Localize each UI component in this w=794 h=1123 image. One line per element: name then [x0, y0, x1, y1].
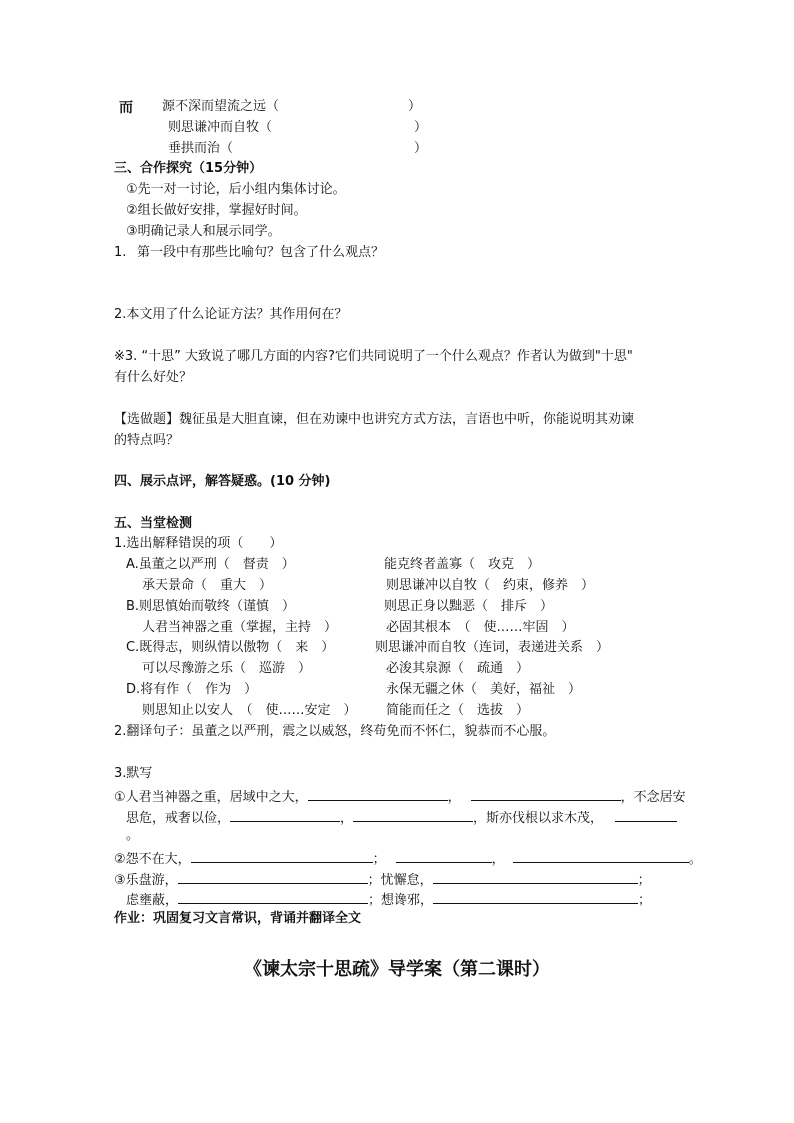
dictation-1-cont	[126, 807, 677, 828]
dictation-1-text-f: ，斯亦伐根以求木茂，	[473, 811, 604, 826]
dictation-blank[interactable]	[353, 807, 473, 822]
row-c-left: C.既得志，则纵情以傲物（ 来 ）	[126, 640, 335, 655]
dictation-blank[interactable]	[178, 869, 368, 884]
dictation-blank[interactable]	[433, 889, 638, 904]
row-a2-right: 则思谦冲以自牧（ 约束，修养 ）	[386, 578, 595, 593]
dictation-blank[interactable]	[513, 848, 689, 863]
dictation-3-sep-f: ；	[638, 893, 652, 908]
dictation-blank[interactable]	[308, 786, 448, 801]
row-b-right: 则思正身以黜恶（ 排斥 ）	[384, 599, 554, 614]
row-c-right: 则思谦冲而自牧（连词，表递进关系 ）	[375, 640, 610, 655]
test-q2: 2.翻译句子：虽董之以严刑，震之以威怒，终苟免而不怀仁，貌恭而不心服。	[114, 724, 556, 739]
er-line-2: 则思谦冲而自牧（	[168, 120, 273, 135]
dictation-1-sep-b: ，	[447, 790, 461, 805]
er-line-2-close: ）	[414, 120, 428, 135]
dictation-blank[interactable]	[433, 869, 638, 884]
er-label: 而	[119, 100, 133, 116]
er-line-3-close: ）	[414, 141, 428, 156]
test-q1: 1.选出解释错误的项（ ）	[114, 536, 283, 551]
section-4-heading: 四、展示点评，解答疑惑。(10 分钟)	[114, 474, 331, 489]
dictation-1-text-d: 思危，戒奢以俭，	[126, 811, 231, 826]
row-b2-left: 人君当神器之重（掌握，主持 ）	[142, 620, 338, 635]
section-5-heading: 五、当堂检测	[114, 516, 193, 531]
dictation-2-sep-b: ；	[372, 852, 386, 867]
er-line-1: 源不深而望流之远（	[162, 99, 280, 114]
optional-q-line-2: 的特点吗？	[114, 433, 180, 448]
q3-line-2: 有什么好处？	[114, 370, 193, 385]
row-d-right: 永保无疆之休（ 美好，福祉 ）	[386, 682, 582, 697]
dictation-blank[interactable]	[396, 848, 492, 863]
dictation-blank[interactable]	[230, 807, 340, 822]
row-d2-left: 则思知止以安人 （ 使……安定 ）	[142, 703, 357, 718]
row-b-left: B.则思慎始而敬终（谨慎 ）	[126, 599, 296, 614]
dictation-blank[interactable]	[191, 848, 373, 863]
step-1: ①先一对一讨论，后小组内集体讨论。	[126, 182, 346, 197]
q2-text: 2.本文用了什么论证方法？其作用何在？	[114, 307, 348, 322]
row-c2-right: 必浚其泉源（ 疏通 ）	[386, 661, 530, 676]
dictation-2-text-a: ②怨不在大，	[114, 852, 191, 867]
row-c2-left: 可以尽豫游之乐（ 巡游 ）	[142, 661, 312, 676]
row-a2-left: 承天景命（ 重大 ）	[142, 578, 273, 593]
step-3: ③明确记录人和展示同学。	[126, 224, 281, 239]
row-a-left: A.虽董之以严刑（ 督责 ）	[126, 557, 295, 572]
step-2: ②组长做好安排，掌握好时间。	[126, 203, 307, 218]
q1-text: 第一段中有那些比喻句？包含了什么观点？	[137, 245, 385, 260]
row-b2-right: 必固其根本 （ 使……牢固 ）	[386, 620, 575, 635]
dictation-blank[interactable]	[178, 889, 368, 904]
section-3-heading: 三、合作探究（15分钟）	[114, 161, 263, 176]
row-d-left: D.将有作（ 作为 ）	[126, 682, 258, 697]
optional-q-line-1: 【选做题】魏征虽是大胆直谏，但在劝谏中也讲究方式方法，言语也中听，你能说明其劝谏	[114, 412, 635, 427]
q1-number: 1.	[114, 245, 127, 260]
row-d2-right: 简能而任之（ 选拔 ）	[386, 703, 530, 718]
dictation-2-end: 。	[688, 852, 702, 867]
dictation-1-text-a: ①人君当神器之重，居域中之大，	[114, 790, 308, 805]
dictation-3-text-e: ；想谗邪，	[368, 893, 434, 908]
dictation-blank[interactable]	[615, 807, 677, 822]
next-lesson-title: 《谏太宗十思疏》导学案（第二课时）	[244, 959, 550, 980]
q3-line-1: ※3. “十思” 大致说了哪几方面的内容?它们共同说明了一个什么观点？作者认为做到"十思"	[114, 349, 633, 364]
dictation-3-text-d: 虑壅蔽，	[126, 893, 179, 908]
er-line-3: 垂拱而治（	[168, 141, 234, 156]
er-line-1-close: ）	[408, 99, 422, 114]
row-a-right: 能克终者盖寡（ 攻克 ）	[384, 557, 541, 572]
dictation-2-sep-c: ，	[491, 852, 505, 867]
dictation-1-start	[114, 786, 686, 807]
dictation-2	[114, 848, 702, 869]
dictation-3-sep-c: ；	[637, 873, 651, 888]
dictation-1-end: 。	[126, 828, 140, 843]
dictation-blank[interactable]	[471, 786, 621, 801]
dictation-3-cont	[126, 889, 651, 910]
dictation-1-text-c: ，不念居安	[620, 790, 686, 805]
dictation-1-sep-e: ，	[340, 811, 354, 826]
dictation-3-text-b: ；忧懈怠，	[367, 873, 433, 888]
homework: 作业：巩固复习文言常识，背诵并翻译全文	[114, 911, 362, 926]
test-q3: 3.默写	[114, 766, 153, 781]
dictation-3	[114, 869, 651, 890]
dictation-3-text-a: ③乐盘游，	[114, 873, 178, 888]
